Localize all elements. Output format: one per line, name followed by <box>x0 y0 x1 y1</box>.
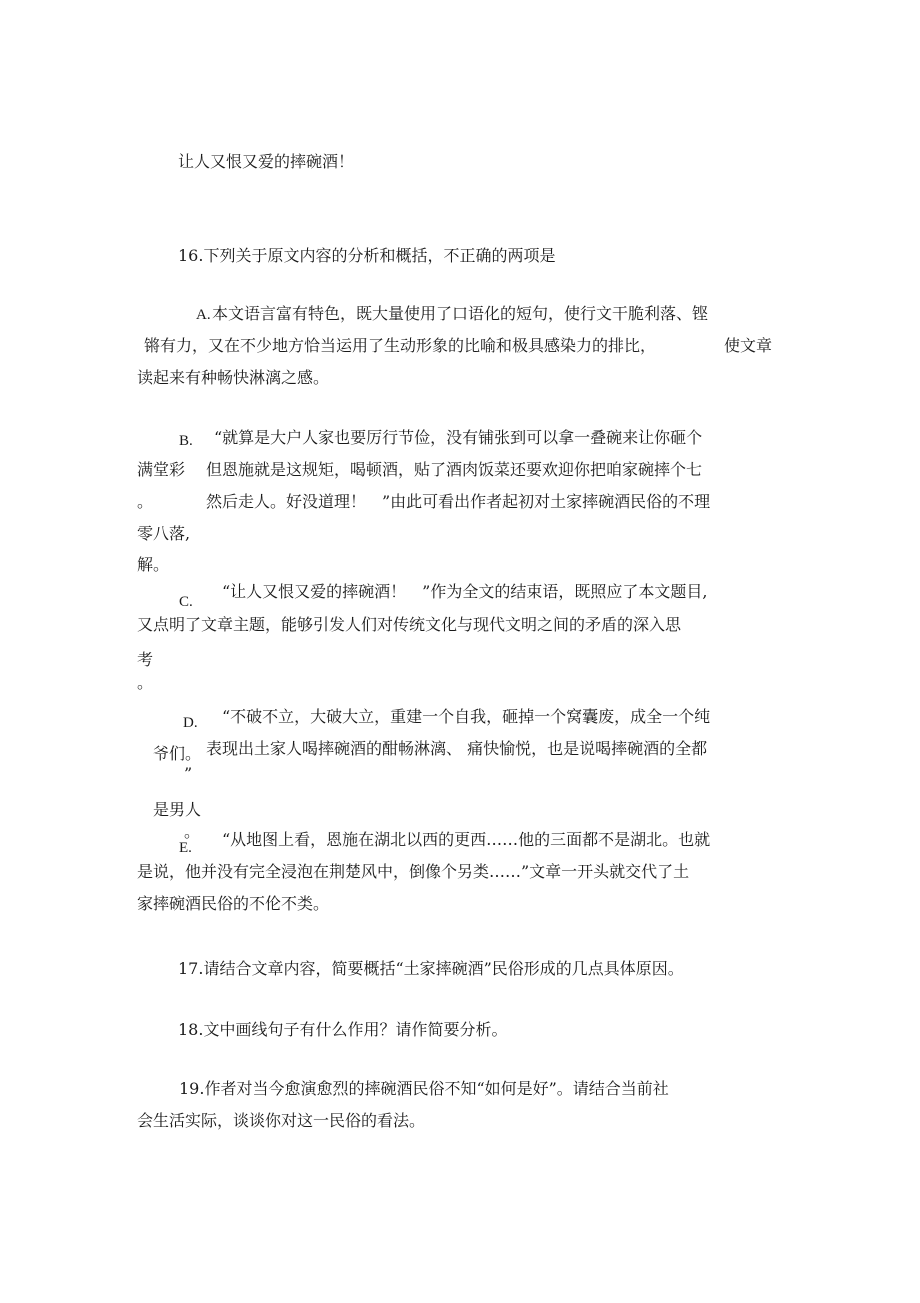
option-b-left-2: 。 <box>137 492 154 511</box>
option-d-label: D. <box>183 715 198 731</box>
option-c-line-2: 又点明了文章主题，能够引发人们对传统文化与现代文明之间的矛盾的深入思 <box>137 615 682 634</box>
option-e-label: E. <box>179 840 192 856</box>
question-18: 18.文中画线句子有什么作用？请作简要分析。 <box>178 1020 508 1039</box>
option-b-left-4: 解。 <box>137 555 170 574</box>
option-d-dot: 。 <box>184 822 201 841</box>
option-c-label: C. <box>179 594 193 610</box>
option-c-line-4: 。 <box>137 673 154 692</box>
option-b-left-1: 满堂彩 <box>137 460 186 479</box>
question-16-title: 16.下列关于原文内容的分析和概括，不正确的两项是 <box>178 246 556 265</box>
option-d-line-2: 表现出土家人喝摔碗酒的酣畅淋漓、 痛快愉悦，也是说喝摔碗酒的全都 <box>206 739 708 758</box>
option-e-line-2: 是说，他并没有完全浸泡在荆楚风中，倒像个另类……”文章一开头就交代了土 <box>137 862 690 881</box>
option-e-line-3: 家摔碗酒民俗的不伦不类。 <box>137 894 330 913</box>
question-19-line-1: 19.作者对当今愈演愈烈的摔碗酒民俗不知“如何是好”。请结合当前社 <box>179 1079 669 1098</box>
question-19-line-2: 会生活实际，谈谈你对这一民俗的看法。 <box>137 1111 426 1130</box>
intro-line: 让人又恨又爱的摔碗酒！ <box>178 152 355 171</box>
option-a-line-3: 读起来有种畅快淋漓之感。 <box>137 368 330 387</box>
option-d-line-3: 是男人 <box>153 800 202 819</box>
question-17: 17.请结合文章内容，简要概括“土家摔碗酒”民俗形成的几点具体原因。 <box>178 959 684 978</box>
option-b-left-3: 零八落, <box>137 524 191 543</box>
option-b-line-2: 但恩施就是这规矩，喝顿酒，贴了酒肉饭菜还要欢迎你把咱家碗摔个七 <box>206 460 703 479</box>
option-a-line-2-end: 使文章 <box>724 336 773 355</box>
option-b-line-1: “就算是大户人家也要厉行节俭，没有铺张到可以拿一叠碗来让你砸个 <box>214 428 703 447</box>
option-a-label: A. <box>196 307 211 323</box>
option-a-line-1: 本文语言富有特色，既大量使用了口语化的短句，使行文干脆利落、铿 <box>212 304 709 323</box>
option-b-label: B. <box>179 433 193 449</box>
option-d-line-1: “不破不立，大破大立，重建一个自我，砸掉一个窝囊废，成全一个纯 <box>222 707 711 726</box>
option-e-line-1: “从地图上看，恩施在湖北以西的更西……他的三面都不是湖北。也就 <box>222 830 711 849</box>
option-c-line-3: 考 <box>137 650 154 669</box>
option-a-line-2: 锵有力，又在不少地方恰当运用了生动形象的比喻和极具感染力的排比， <box>144 336 657 355</box>
option-d-quote: ” <box>184 764 193 783</box>
option-c-line-1: “让人又恨又爱的摔碗酒！ ”作为全文的结束语，既照应了本文题目, <box>222 582 708 601</box>
option-d-left-1: 爷们。 <box>153 744 202 763</box>
option-b-line-3: 然后走人。好没道理！ ”由此可看出作者起初对土家摔碗酒民俗的不理 <box>206 492 711 511</box>
